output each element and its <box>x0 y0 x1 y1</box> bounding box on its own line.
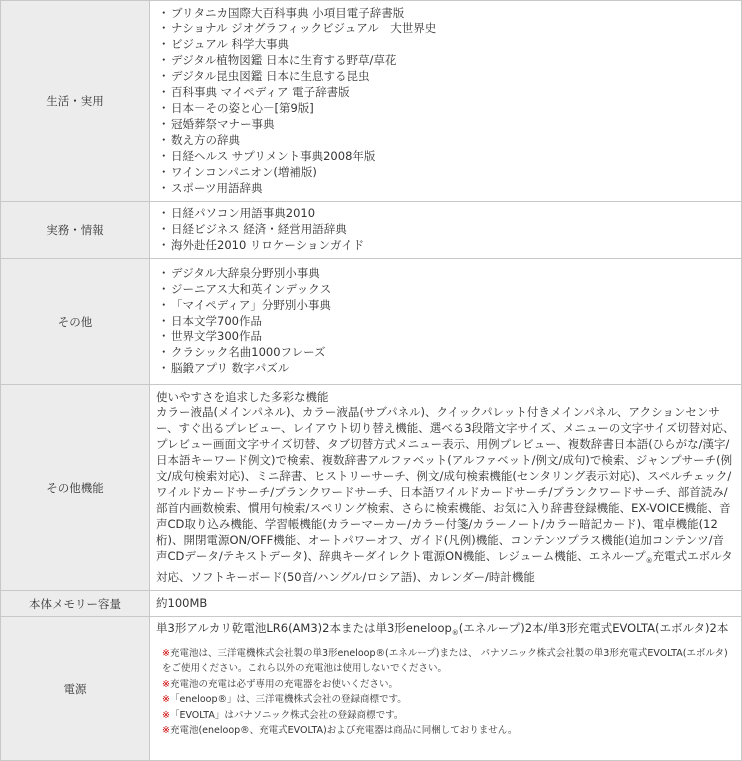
list-item: ・ 日経ヘルス サプリメント事典2008年版 <box>158 148 376 163</box>
note-item: ※充電池の充電は必ず専用の充電器をお使いください。 <box>162 678 398 690</box>
list-item: ・ 日経パソコン用語事典2010 <box>158 206 316 221</box>
note-mark: ※ <box>162 709 170 721</box>
note-item: ※充電池は、三洋電機株式会社製の単3形eneloop®(エネループ)または、 パナソニック株式会社製の単3形充電式EVOLTA(エボルタ)をご使用ください。これら以外の充電池は使用しないでください。 <box>162 647 728 675</box>
list-item: ・ 世界文学300作品 <box>158 329 262 344</box>
row-header: その他 <box>1 259 150 385</box>
spec-row-memory <box>1 591 742 617</box>
power-notes <box>156 646 735 739</box>
list-item: ・ スポーツ用語辞典 <box>158 180 263 195</box>
list-item: ・ 日本－その姿と心－[第9版] <box>158 101 314 115</box>
note-item: ※充電池(eneloop®、充電式EVOLTA)および充電器は商品に同梱しておりません。 <box>162 725 518 737</box>
item-list <box>156 266 735 377</box>
item-list <box>156 6 735 197</box>
row-header: 生活・実用 <box>1 1 150 202</box>
note-mark: ※ <box>162 678 170 690</box>
item-list <box>156 206 735 254</box>
registered-mark: ® <box>645 556 653 565</box>
spec-row-life <box>1 1 742 202</box>
list-item: ・ デジタル大辞泉分野別小事典 <box>158 265 320 280</box>
registered-mark: ® <box>451 629 459 637</box>
list-item: ・ 脳鍛アプリ 数字パズル <box>158 361 290 376</box>
list-item: ・ 海外赴任2010 リロケーションガイド <box>158 237 365 252</box>
note-item: ※「eneloop®」は、三洋電機株式会社の登録商標です。 <box>162 694 407 706</box>
list-item: ・ ワインコンパニオン(増補版) <box>158 164 317 179</box>
list-item: ・ 冠婚葬祭マナー事典 <box>158 116 275 131</box>
row-content <box>150 1 742 202</box>
row-header: 実務・情報 <box>1 202 150 259</box>
note-mark: ※ <box>162 647 170 659</box>
features-heading: 使いやすさを追求した多彩な機能 <box>156 389 329 404</box>
list-item: ・ ビジュアル 科学大事典 <box>158 37 289 52</box>
row-header: 電源 <box>1 617 150 761</box>
note-item: ※「EVOLTA」はパナソニック株式会社の登録商標です。 <box>162 709 404 721</box>
memory-value: 約100MB <box>150 591 742 617</box>
row-content <box>150 202 742 259</box>
list-item: ・ 日経ビジネス 経済・経営用語辞典 <box>158 222 347 237</box>
row-content <box>150 259 742 385</box>
list-item: ・ 百科事典 マイペディア 電子辞書版 <box>158 85 350 100</box>
list-item: ・ 「マイペディア」分野別小事典 <box>158 297 331 312</box>
spec-row-features <box>1 385 742 591</box>
row-content <box>150 617 742 761</box>
spec-row-power <box>1 617 742 761</box>
row-header: その他機能 <box>1 385 150 591</box>
note-mark: ※ <box>162 725 170 737</box>
list-item: ・ 日本文学700作品 <box>158 313 262 328</box>
list-item: ・ クラシック名曲1000フレーズ <box>158 345 326 360</box>
note-mark: ※ <box>162 694 170 706</box>
row-header: 本体メモリー容量 <box>1 591 150 617</box>
spec-row-other <box>1 259 742 385</box>
list-item: ・ ジーニアス大和英インデックス <box>158 281 332 296</box>
list-item: ・ デジタル植物図鑑 日本に生育する野草/草花 <box>158 53 397 68</box>
list-item: ・ 数え方の辞典 <box>158 132 240 147</box>
list-item: ・ ナショナル ジオグラフィックビジュアル 大世界史 <box>158 21 437 36</box>
list-item: ・ ブリタニカ国際大百科事典 小項目電子辞書版 <box>158 5 405 20</box>
spec-row-business <box>1 202 742 259</box>
list-item: ・ デジタル昆虫図鑑 日本に生息する昆虫 <box>158 69 370 84</box>
power-main: 単3形アルカリ乾電池LR6(AM3)2本または単3形eneloop$_®$(エネループ)2本/単3形充電式EVOLTA(エボルタ)2本 <box>156 621 729 637</box>
row-content <box>150 385 742 591</box>
features-text: カラー液晶(メインパネル)、カラー液晶(サブパネル)、クイックパレット付きメインパネル、アクションセンサー、すぐ出るプレビュー、レイアウト切り替え機能、選べる3段階文字サイズ、メニューの文字サイズ切替対応、プレビュー画面文字サイズ切替、タブ切替方式メニュー表示、用例プレビュー、複数辞書日本語(ひらがな/漢字/日本語キーワード例文)で検索、複数辞書アルファベット(アルファベット/例文/成句)で検索、ジャンプサーチ(例文/成句検索対応)、ミニ辞書、ヒストリーサーチ、例文/成句検索機能(センタリング表示対応)、スペルチェック/ワイルドカードサーチ/ブランクワードサーチ、日本語ワイルドカードサーチ/ブランクワードサーチ、部首読み/部首内画数検索、慣用句検索/スペリング検索、さらに検索機能、お気に入り辞書登録機能、EX-VOICE機能、音声CD取り込み機能、学習帳機能(カラーマーカー/カラー付箋/カラーノート/カラー暗記カード)、電卓機能(12桁)、開閉電源ON/OFF機能、オートパワーオフ、ガイド(凡例)機能、コンテンツプラス機能(追加コンテンツ/音声CDデータ/テキストデータ)、辞典キーダイレクト電源ON機能、レジューム機能、エネループ$_®$充電式エボルタ対応、ソフトキーボード(50音/ハングル/ロシア語)、カレンダー/時計機能 <box>156 405 735 584</box>
